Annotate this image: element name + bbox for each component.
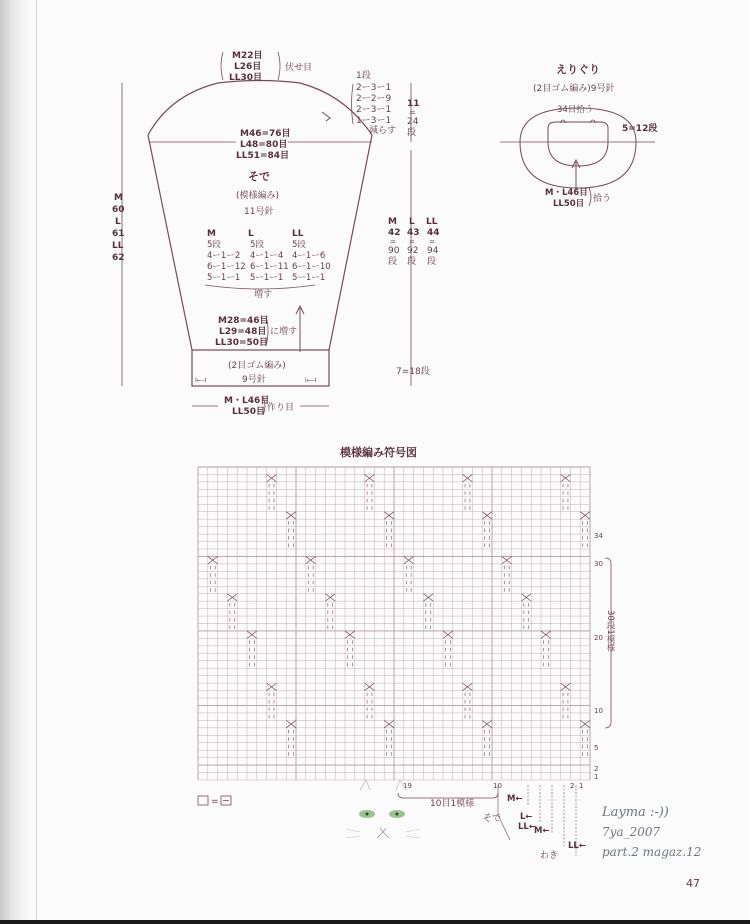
body-l-cm: 43	[407, 228, 420, 238]
chart-cables	[208, 474, 590, 755]
length-ll-value: 62	[112, 253, 125, 263]
sleeve-mid-size-ll: LL51=84目	[236, 151, 290, 161]
body-l-eq: =	[409, 238, 415, 246]
inc-header-l: L	[248, 229, 254, 239]
body-m-rows: 90	[388, 246, 400, 256]
row-num-34: 34	[594, 532, 603, 540]
neck-outer	[520, 108, 636, 188]
cap-height-unit: 段	[407, 128, 417, 138]
neck-front-size-ml: M・L46目	[545, 188, 588, 198]
repeat-cols: 10目1模様	[430, 799, 475, 809]
sleeve-diagram	[112, 49, 440, 417]
cast-on-size-ll: LL50目	[232, 407, 265, 417]
decrease-row-3: 2ー3ー1	[356, 105, 392, 115]
inc-l-2: 6ー1ー11	[250, 262, 289, 272]
bottom-edge	[0, 920, 750, 924]
inc-ll-1: 4ー1ー6	[292, 251, 326, 261]
rib-height: 7=18段	[396, 367, 430, 377]
decrease-row-1: 2ー3ー1	[356, 83, 392, 93]
body-l-label: L	[409, 217, 415, 227]
cap-height-eq: =	[409, 108, 416, 117]
row-num-1: 1	[594, 773, 599, 781]
rib-pattern: (2目ゴム編み)	[228, 361, 286, 371]
cuff-symbol-left: I←–I	[195, 377, 207, 384]
marker-ll-2: LL←	[568, 841, 586, 851]
bind-off-label: 伏せ目	[285, 63, 313, 73]
sleeve-mid-size-l: L48=80目	[240, 140, 288, 150]
sleeve-top-size-l: L26目	[234, 62, 262, 72]
cap-height-cm: 11	[407, 99, 420, 109]
inc-l-1: 4ー1ー4	[250, 251, 284, 261]
body-ll-rows: 94	[427, 246, 439, 256]
sleeve-side-right	[329, 135, 372, 350]
body-m-label: M	[388, 217, 397, 227]
chart-side-label: わき	[540, 851, 559, 861]
inc-m-3: 5ー1ー1	[207, 273, 241, 283]
cast-on-size-ml: M・L46目	[224, 396, 270, 406]
chart-front-label: そで	[483, 814, 502, 824]
inc-l-3: 5ー1ー1	[250, 273, 284, 283]
sleeve-needle: 11号針	[244, 207, 274, 217]
length-l-value: 61	[112, 229, 125, 239]
neck-inner	[548, 122, 608, 166]
neck-pattern: (2目ゴム編み)9号針	[533, 84, 615, 94]
marker-m-1: M←	[507, 794, 523, 804]
row-num-2: 2	[594, 765, 599, 773]
col-num-1: 1	[579, 782, 584, 790]
length-m-value: 60	[112, 205, 125, 215]
decrease-marker	[322, 112, 330, 121]
sleeve-cap-left	[148, 83, 218, 135]
inc-ll-2: 6ー1ー10	[292, 262, 331, 272]
cuff-size-ll: LL30=50目	[215, 338, 269, 348]
body-m-eq: =	[390, 238, 396, 246]
neck-title: えりぐり	[556, 63, 600, 76]
sleeve-top-size-m: M22目	[232, 51, 263, 61]
body-ll-label: LL	[426, 217, 438, 227]
sleeve-side-left	[148, 135, 192, 350]
sleeve-mid-size-m: M46=76目	[240, 129, 291, 139]
neck-front-size-ll: LL50目	[553, 199, 585, 209]
chart-grid	[198, 467, 590, 780]
cuff-size-m: M28=46目	[218, 316, 269, 326]
body-m-cm: 42	[388, 228, 401, 238]
inc-header-m: M	[207, 229, 216, 239]
watermark-line-1: Layma :-))	[602, 805, 669, 820]
length-m: M	[114, 193, 123, 203]
row-num-20: 20	[594, 634, 603, 642]
marker-m-2: M←	[534, 826, 550, 836]
cuff-size-l: L29=48目	[219, 327, 267, 337]
col-num-2: 2	[570, 782, 575, 790]
marker-l: L←	[520, 812, 533, 822]
neck-pick: 拾う	[593, 194, 612, 204]
decrease-row-4: 1ー3ー1	[356, 116, 392, 126]
inc-m-0: 5段	[207, 240, 221, 250]
inc-l-0: 5段	[250, 240, 264, 250]
stitch-chart	[198, 445, 615, 861]
increase-label: 増す	[254, 290, 273, 300]
body-ll-unit: 段	[427, 257, 437, 267]
watermark-line-3: part.2 magaz.12	[602, 845, 702, 859]
neck-side: 5=12段	[622, 124, 658, 134]
watermark-line-2: 7ya_2007	[602, 825, 661, 839]
inc-m-2: 6ー1ー12	[207, 262, 246, 272]
cuff-increase-label: に増す	[270, 327, 298, 337]
neckband-diagram	[500, 63, 657, 209]
sleeve-name: そで	[248, 170, 270, 183]
legend-eq: =	[211, 797, 219, 807]
page-number: 47	[686, 877, 700, 890]
inc-ll-0: 5段	[292, 240, 306, 250]
cap-height-rows: 24	[407, 117, 419, 127]
decrease-row-2: 2ー2ー9	[356, 94, 392, 104]
inc-m-1: 4ー1ー2	[207, 251, 241, 261]
cast-on-label: 作り目	[267, 403, 295, 413]
sleeve-top-size-ll: LL30目	[229, 73, 262, 83]
body-ll-cm: 44	[427, 228, 440, 238]
decrease-row-0: 1段	[356, 71, 371, 81]
marker-ll-1: LL←	[518, 822, 536, 832]
col-num-19: 19	[403, 782, 412, 790]
col-num-10: 10	[493, 782, 502, 790]
legend-blank-cell	[198, 796, 208, 805]
body-l-rows: 92	[407, 246, 419, 256]
row-num-30: 30	[594, 560, 603, 568]
cuff-symbol-right: I←–I	[305, 377, 317, 384]
body-ll-eq: =	[429, 238, 435, 246]
chart-title: 模様編み符号図	[340, 446, 417, 459]
length-l: L	[115, 217, 121, 227]
inc-header-ll: LL	[292, 229, 304, 239]
sleeve-pattern: (模様編み)	[236, 191, 280, 201]
inc-ll-3: 5ー1ー1	[292, 273, 326, 283]
rib-needle: 9号針	[242, 375, 266, 385]
neck-back-pick: 34目拾う	[557, 105, 594, 115]
length-ll: LL	[112, 241, 124, 251]
body-l-unit: 段	[407, 257, 417, 267]
decrease-label: 減らす	[369, 126, 397, 136]
repeat-rows: 30段1模様	[605, 610, 615, 652]
row-num-10: 10	[594, 707, 603, 715]
row-num-5: 5	[594, 744, 599, 752]
body-m-unit: 段	[388, 257, 398, 267]
